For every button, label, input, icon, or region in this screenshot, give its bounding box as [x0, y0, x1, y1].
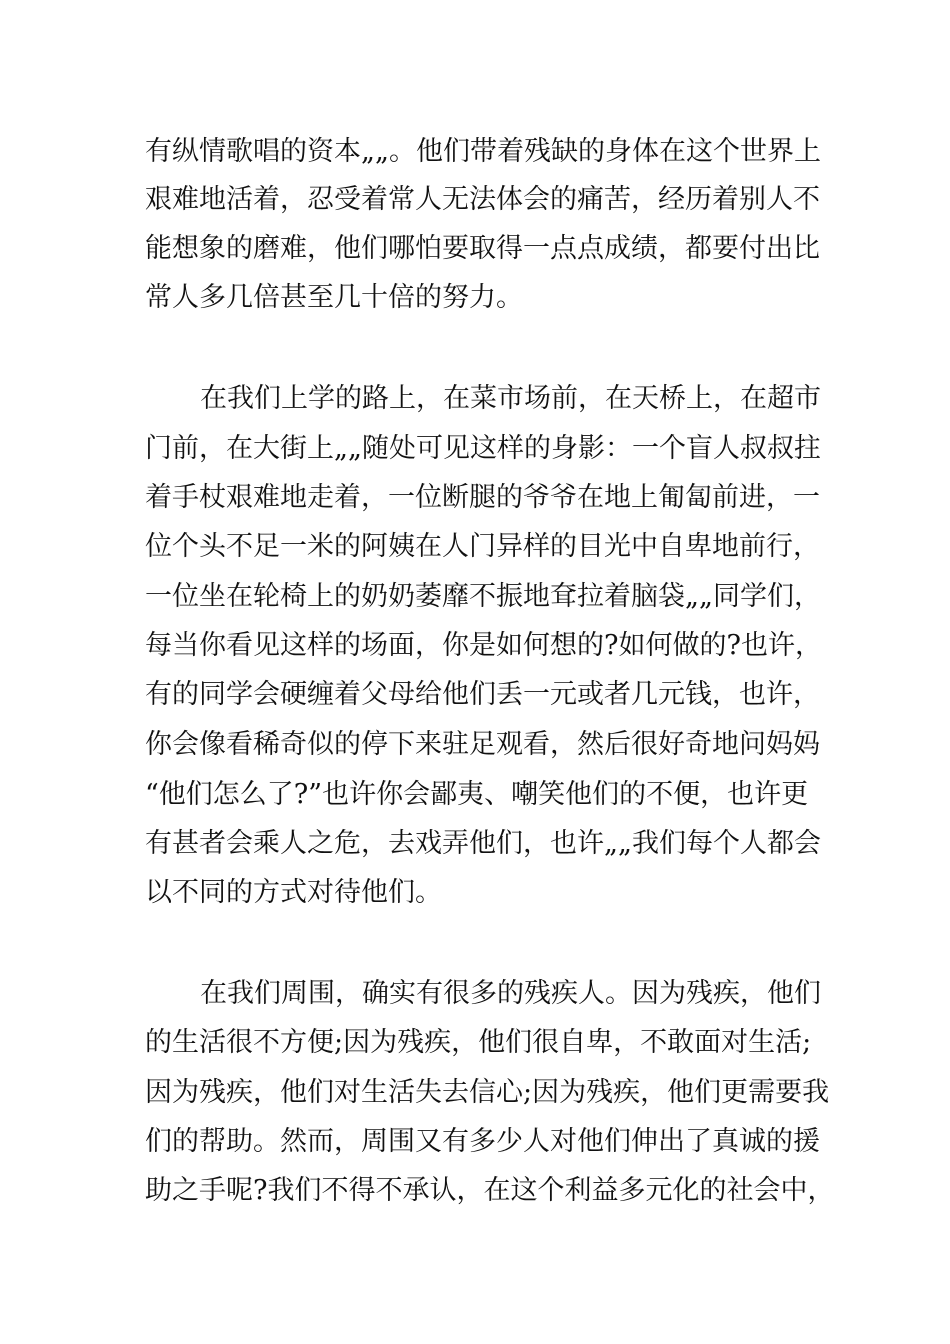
- text-line: 因为残疾，他们对生活失去信心;因为残疾，他们更需要我: [145, 1077, 830, 1108]
- text-line: 常人多几倍甚至几十倍的努力。: [145, 282, 523, 313]
- text-line: 有的同学会硬缠着父母给他们丢一元或者几元钱，也许，: [145, 679, 820, 710]
- text-line: 你会像看稀奇似的停下来驻足观看，然后很好奇地问妈妈: [145, 729, 820, 760]
- text-line: 艰难地活着，忍受着常人无法体会的痛苦，经历着别人不: [145, 184, 820, 215]
- text-line: “他们怎么了?”也许你会鄙夷、嘲笑他们的不便，也许更: [145, 779, 809, 810]
- text-line: 们的帮助。然而，周围又有多少人对他们伸出了真诚的援: [145, 1126, 820, 1157]
- text-line: 的生活很不方便;因为残疾，他们很自卑，不敢面对生活;: [145, 1027, 812, 1058]
- text-line: 在我们周围，确实有很多的残疾人。因为残疾，他们: [200, 978, 821, 1009]
- text-line: 位个头不足一米的阿姨在人门异样的目光中自卑地前行，: [145, 531, 820, 562]
- text-line: 以不同的方式对待他们。: [145, 877, 442, 908]
- text-line: 有纵情歌唱的资本„„。他们带着残缺的身体在这个世界上: [145, 136, 821, 167]
- text-line: 一位坐在轮椅上的奶奶萎靡不振地耷拉着脑袋„„同学们，: [145, 581, 821, 612]
- text-line: 每当你看见这样的场面，你是如何想的?如何做的?也许，: [145, 630, 822, 661]
- text-line: 门前，在大街上„„随处可见这样的身影：一个盲人叔叔拄: [145, 433, 821, 464]
- text-line: 能想象的磨难，他们哪怕要取得一点点成绩，都要付出比: [145, 233, 820, 264]
- text-line: 着手杖艰难地走着，一位断腿的爷爷在地上匍匐前进，一: [145, 482, 820, 513]
- text-line: 在我们上学的路上，在菜市场前，在天桥上，在超市: [200, 383, 821, 414]
- text-line: 有甚者会乘人之危，去戏弄他们，也许„„我们每个人都会: [145, 828, 821, 859]
- text-line: 助之手呢?我们不得不承认，在这个利益多元化的社会中，: [145, 1175, 835, 1206]
